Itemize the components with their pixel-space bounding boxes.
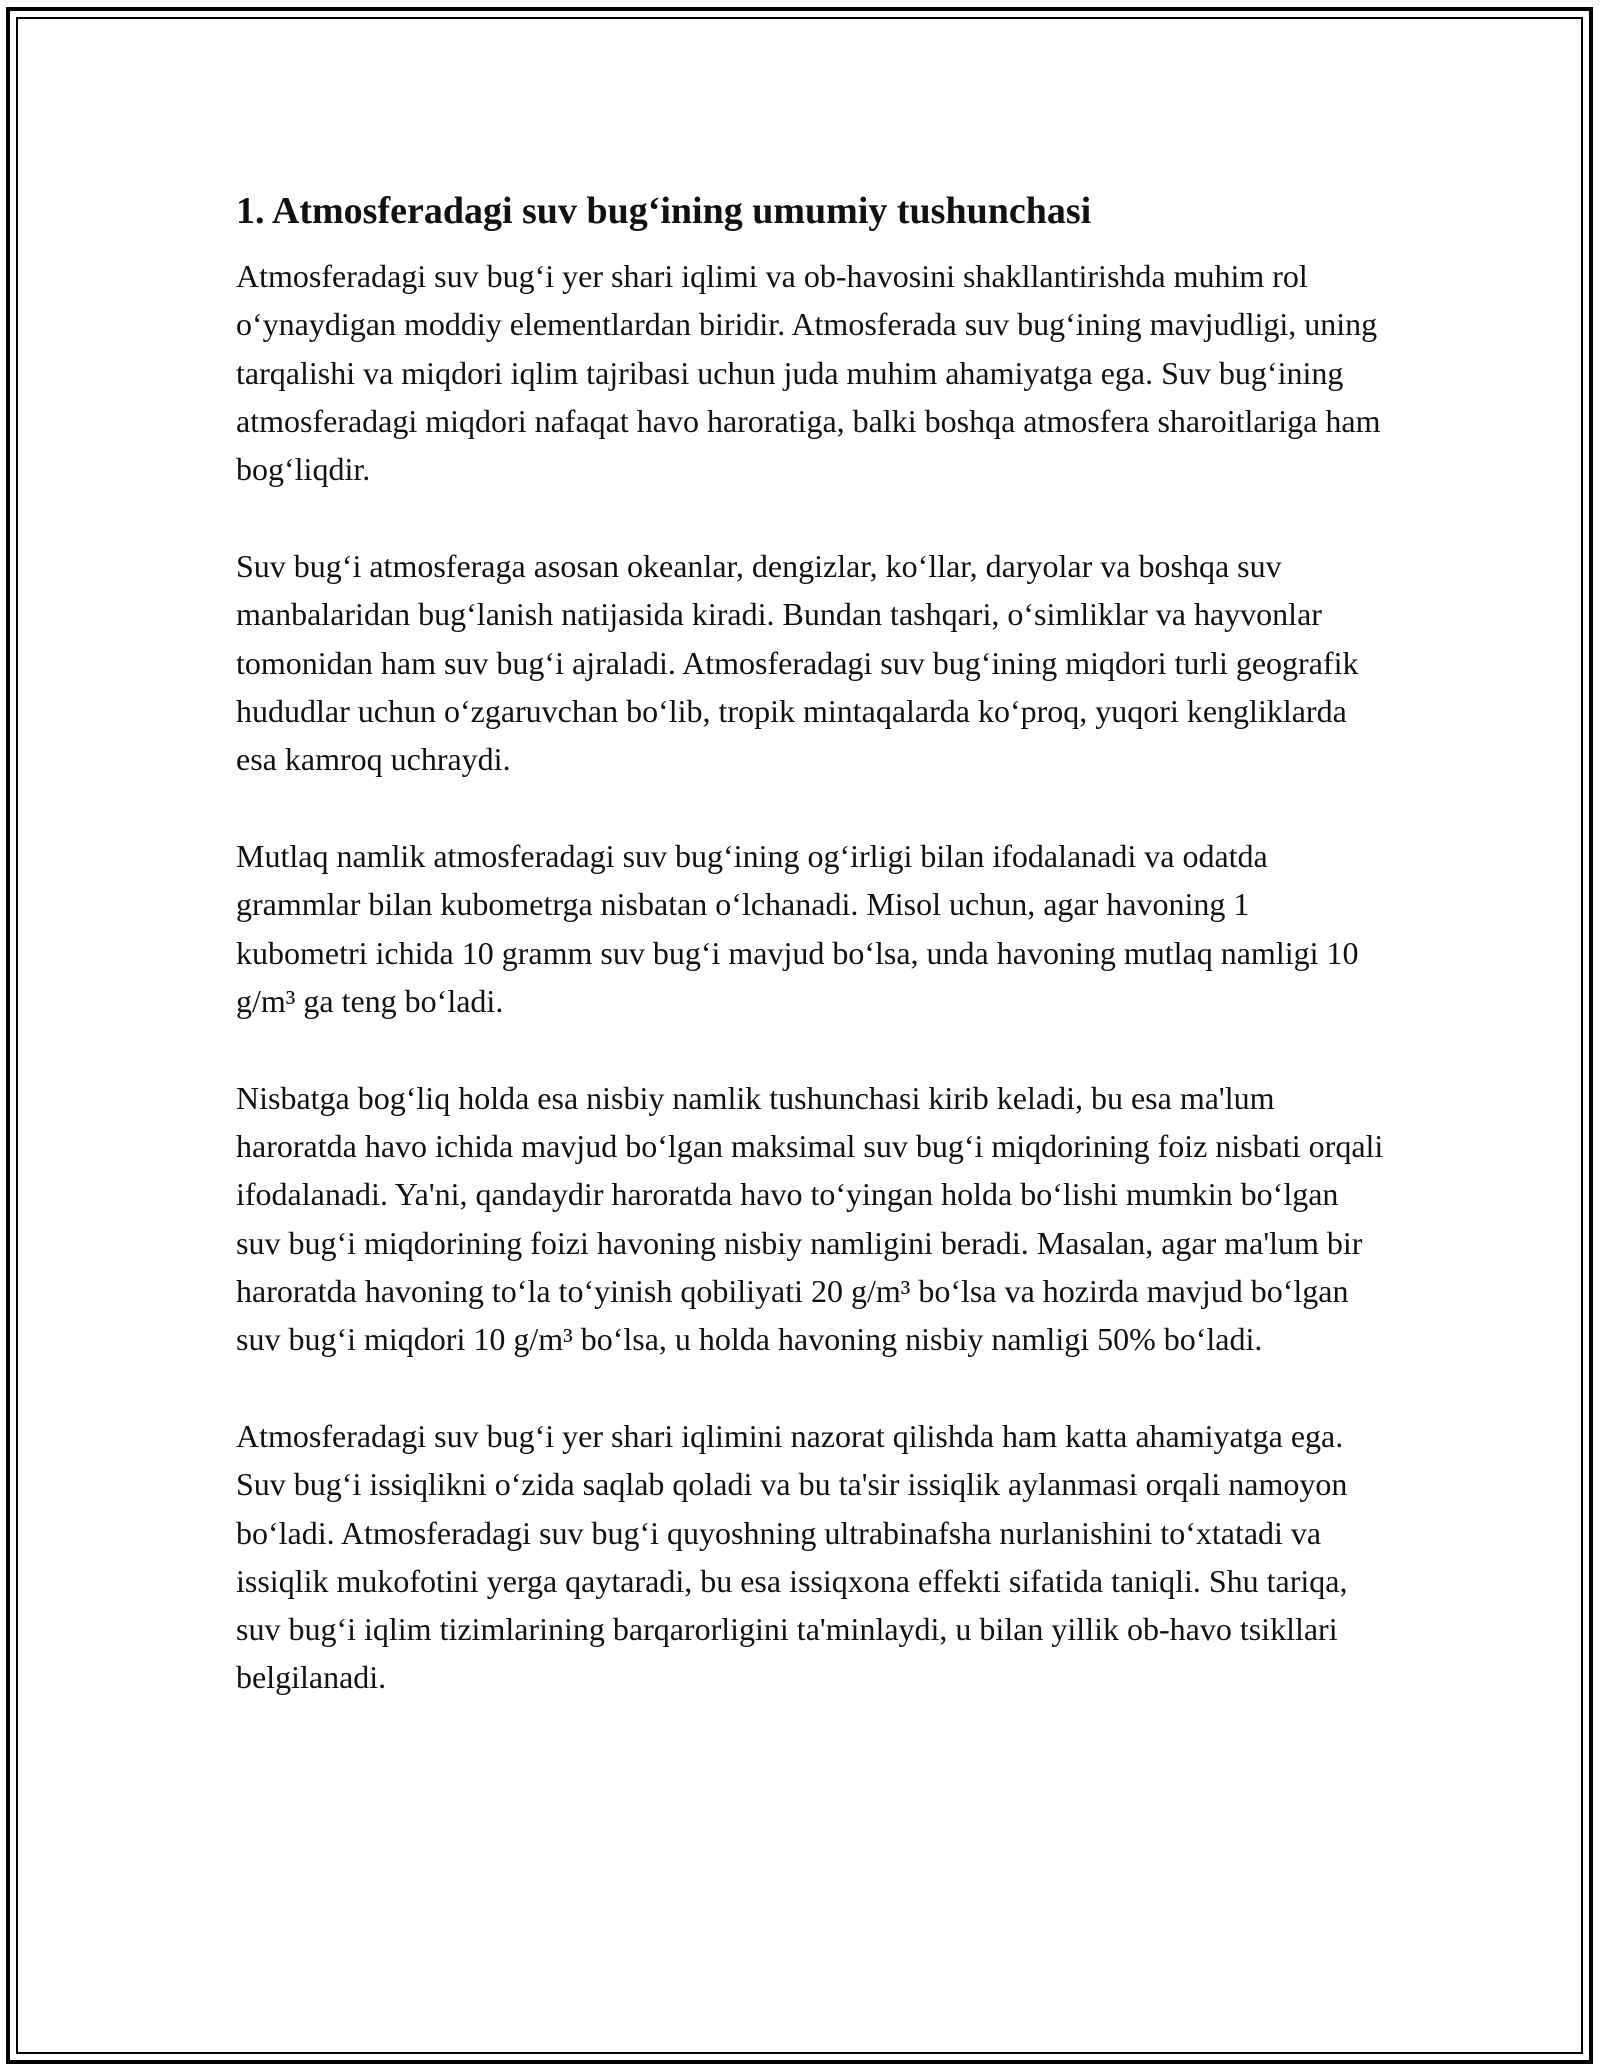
paragraph-3: Mutlaq namlik atmosferadagi suv bug‘ining og‘irligi bilan ifodalanadi va odatda grammlar bilan kubometrga nisbatan o‘lchanadi. Misol uchun, agar havoning 1 kubometri ichida 10 gramm suv bug‘i mavjud bo‘lsa, unda havoning mutlaq namligi 10 g/m³ ga teng bo‘ladi. <box>236 837 1359 1019</box>
paragraph-2: Suv bug‘i atmosferaga asosan okeanlar, dengizlar, ko‘llar, daryolar va boshqa suv manbalaridan bug‘lanish natijasida kiradi. Bundan tashqari, o‘simliklar va hayvonlar tomonidan ham suv bug‘i ajraladi. Atmosferadagi suv bug‘ining miqdori turli geografik hududlar uchun o‘zgaruvchan bo‘lib, tropik mintaqalarda ko‘proq, yuqori kengliklarda esa kamroq uchraydi. <box>236 547 1359 778</box>
document-body <box>236 186 1386 1750</box>
paragraph-1: Atmosferadagi suv bug‘i yer shari iqlimi va ob-havosini shakllantirishda muhim rol o‘ynaydigan moddiy elementlardan biridir. Atmosferada suv bug‘ining mavjudligi, uning tarqalishi va miqdori iqlim tajribasi uchun juda muhim ahamiyatga ega. Suv bug‘ining atmosferadagi miqdori nafaqat havo haroratiga, balki boshqa atmosfera sharoitlariga ham bog‘liqdir. <box>236 258 1381 488</box>
paragraph-4: Nisbatga bog‘liq holda esa nisbiy namlik tushunchasi kirib keladi, bu esa ma'lum haroratda havo ichida mavjud bo‘lgan maksimal suv bug‘i miqdorining foiz nisbati orqali ifodalanadi. Ya'ni, qandaydir haroratda havo to‘yingan holda bo‘lishi mumkin bo‘lgan suv bug‘i miqdorining foizi havoning nisbiy namligini beradi. Masalan, agar ma'lum bir haroratda havoning to‘la to‘yinish qobiliyati 20 g/m³ bo‘lsa va hozirda mavjud bo‘lgan suv bug‘i miqdori 10 g/m³ bo‘lsa, u holda havoning nisbiy namligi 50% bo‘ladi. <box>236 1079 1384 1358</box>
section-heading: 1. Atmosferadagi suv bug‘ining umumiy tushunchasi <box>236 190 1092 232</box>
paragraph-5: Atmosferadagi suv bug‘i yer shari iqlimini nazorat qilishda ham katta ahamiyatga ega. Suv bug‘i issiqlikni o‘zida saqlab qoladi va bu ta'sir issiqlik aylanmasi orqali namoyon bo‘ladi. Atmosferadagi suv bug‘i quyoshning ultrabinafsha nurlanishini to‘xtatadi va issiqlik mukofotini yerga qaytaradi, bu esa issiqxona effekti sifatida taniqli. Shu tariqa, suv bug‘i iqlim tizimlarining barqarorligini ta'minlaydi, u bilan yillik ob-havo tsikllari belgilanadi. <box>236 1417 1348 1696</box>
